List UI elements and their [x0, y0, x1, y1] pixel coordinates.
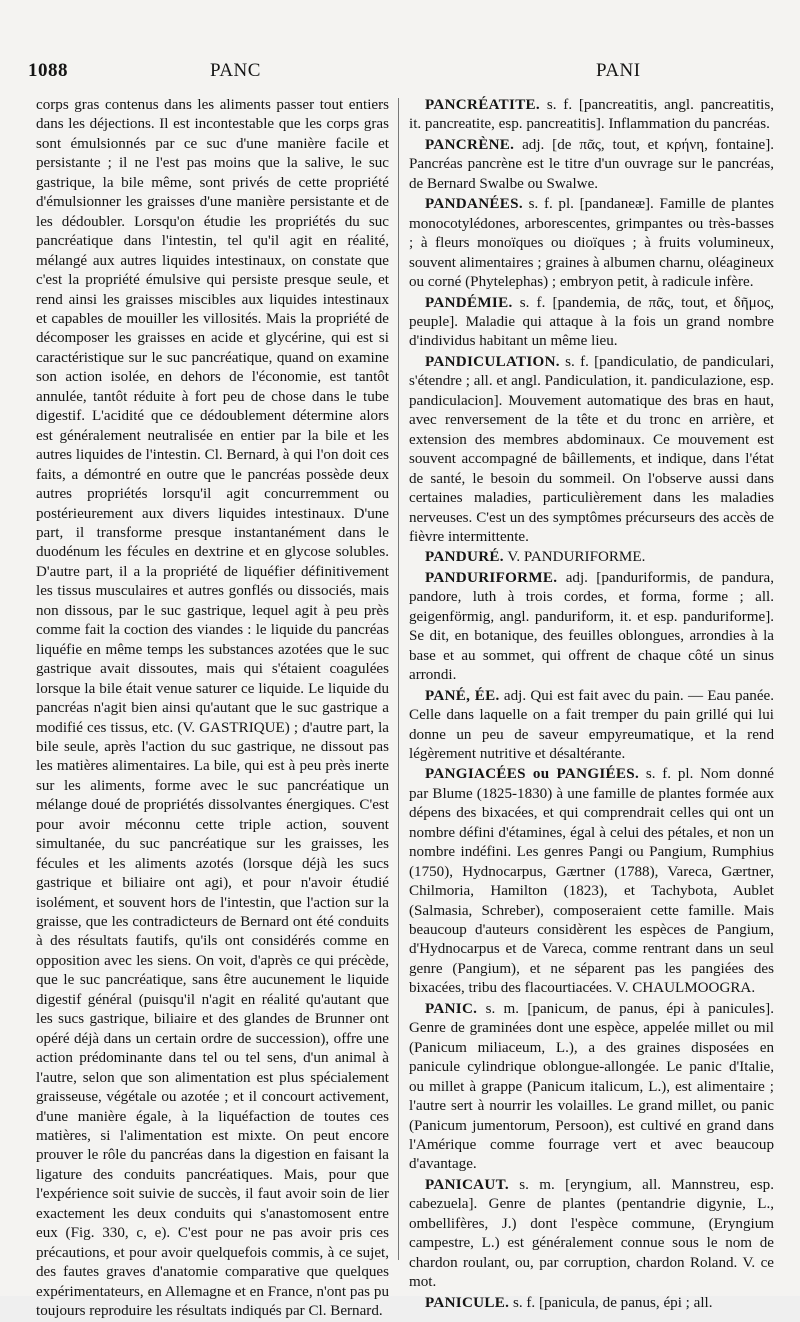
- left-running-head: PANC: [210, 60, 261, 81]
- entry-text: adj. Qui est fait avec du pain. — Eau panée. Celle dans laquelle on a fait tremper du pain grillé qui lui donne un peu de saveur empyreumatique, et la rend légèrement nutritive et désaltérante.: [409, 687, 775, 762]
- entry-text: s. m. [panicum, de panus, épi à panicules]. Genre de graminées dont une espèce, appelée millet ou mil (Panicum miliaceum, L.), a des graines disposées en panicule cylindrique oblongue-allongée. Le panic d'Italie, ou millet à grappe (Panicum italicum, L.), est alimentaire ; l'autre sert à nourrir les volailles. Le grand millet, ou panic (Panicum jumentorum, Persoon), est cultivé en grand dans l'Amérique comme fourrage vert et avec beaucoup d'avantage.: [409, 1000, 774, 1173]
- entry-panic: [409, 1000, 774, 1175]
- entry-pandiculation: [409, 353, 774, 548]
- entry-text: s. f. [pandiculatio, de pandiculari, s'étendre ; all. et angl. Pandiculation, it. pandiculazione, esp. pandiculacion]. Mouvement automatique des bras en haut, avec renversement de la tête et du tronc en arrière, et extension des membres abdominaux. Ce mouvement est souvent accompagné de bâillements, et indique, dans l'état de santé, le besoin du sommeil. On l'observe aussi dans certaines maladies, particulièrement dans les maladies nerveuses. C'est un des symptômes précurseurs des accès de fièvre intermittente.: [409, 353, 775, 545]
- entry-headword: PANCRÈNE.: [425, 136, 515, 153]
- entry-headword: PANDURÉ.: [425, 549, 504, 566]
- right-column: [409, 96, 775, 1311]
- entry-text: s. m. [eryngium, all. Mannstreu, esp. cabezuela]. Genre de plantes (pentandrie digynie, L., ombellifères, J.) dont l'espèce commune, (Eryngium campestre, L.) est généralement connue sous le nom de chardon roulant, ou, par corruption, chardon Roland. V. ce mot.: [409, 1176, 774, 1291]
- entry-pandemie: [409, 294, 774, 352]
- entry-pandure: [409, 548, 774, 567]
- left-column: [36, 96, 389, 1320]
- entry-pancrene: [409, 136, 774, 194]
- entry-pandanees: [409, 195, 774, 292]
- entry-panicaut: [409, 1176, 774, 1293]
- entry-text: adj. [panduriformis, de pandura, pandore, luth à trois cordes, et forma, forme ; all. geigenförmig, angl. panduriform, it. et esp. panduriforme]. Se dit, en botanique, des feuilles oblongues, arrondies à la base et au sommet, qui offrent de chaque côté un sinus arrondi.: [409, 569, 774, 684]
- entry-text: s. f. [pandemia, de πᾶς, tout, et δῆμος, peuple]. Maladie qui attaque à la fois un grand nombre d'individus habitant un même lieu.: [409, 294, 774, 350]
- entry-headword: PANICULE.: [425, 1294, 510, 1311]
- entry-panduriforme: [409, 569, 774, 686]
- entry-headword: PANDANÉES.: [425, 196, 523, 213]
- entry-headword: PANDÉMIE.: [425, 294, 513, 311]
- entry-headword: PANÉ, ÉE.: [425, 687, 500, 704]
- entry-pangiacees: [409, 765, 774, 998]
- left-column-text: corps gras contenus dans les aliments passer tout entiers dans les déjections. Il est incontestable que les corps gras sont émulsionnés par ce suc d'une manière facile et persistante ; il ne l'est pas moins que la salive, le suc gastrique, la bile même, sont privés de cette propriété d'émulsionner les graisses d'une manière persistante et de les dédoubler. Lorsqu'on étudie les propriétés du suc pancréatique dans l'intestin, tel qu'il agit en réalité, mélangé aux autres liquides intestinaux, on constate que c'est la propriété émulsive qui persiste presque seule, et rend ainsi les graisses miscibles aux liquides intestinaux et capables de mouiller les villosités. Mais la propriété de décomposer les graisses en acide et glycérine, qui est si caractéristique sur le suc pancréatique, quand on examine son action isolée, en dehors de l'économie, est tantôt annulée, tantôt réduite à fort peu de chose dans le tube digestif. L'acidité que ce dédoublement détermine alors est généralement neutralisée en entier par la bile et les autres liquides de l'intestin. Cl. Bernard, à qui l'on doit ces faits, a démontré en outre que le pancréas possède deux autres propriétés lorsqu'il agit concurremment ou postérieurement aux divers liquides intestinaux. D'une part, il transforme presque instantanément dans le duodénum les fécules en dextrine et en glycose solubles. D'autre part, il a la propriété de liquéfier définitivement les tissus musculaires et autres gonflés ou dissociés, mais non dissous, par le suc gastrique, lequel agit à peu près comme fait la coction des viandes : le liquide du pancréas liquéfie en même temps les substances azotées que le suc gastrique avait dissoutes, mais qui s'étaient coagulées lorsque la bile était venue saturer ce liquide. Le liquide du pancréas n'agit bien ainsi qu'autant que le suc gastrique a modifié ces tissus, etc. (V. GASTRIQUE) ; d'autre part, la bile seule, après l'action du suc gastrique, ne dissout pas les matières alimentaires. La bile, qui est à peu près inerte sur les aliments, forme avec le suc pancréatique un mélange doué de propriétés dissolvantes énergiques. C'est pour avoir méconnu cette triple action, souvent simultanée, du suc pancréatique sur les graisses, les fécules et les aliments azotés (lorsque déjà les sucs gastrique et biliaire ont agi), et pour n'avoir étudié isolément, et souvent hors de l'intestin, que l'action sur la graisse, que les contradicteurs de Bernard ont été conduits à des résultats fautifs, qu'ils ont considérés comme en opposition avec les siens. On voit, d'après ce qui précède, que le suc pancréatique, sans être aucunement le liquide digestif général (puisqu'il n'agit en réalité qu'autant que les sucs gastrique, biliaire et des glandes de Brunner ont opéré déjà dans un certain ordre de succession), offre une action prédominante dans tel ou tel sens, d'un animal à l'autre, selon que son alimentation est plus spécialement graisseuse, végétale ou azotée ; et il concourt activement, d'une manière égale, à la liquéfaction de toutes ces matières, si l'alimentation est mixte. On peut encore prouver le rôle du pancréas dans la digestion en faisant la ligature des conduits pancréatiques. Mais, pour que l'expérience soit suivie de succès, il faut avoir soin de lier exactement les deux conduits qui s'anastomosent entre eux (Fig. 330, c, e). C'est pour ne pas avoir pris ces précautions, et pour avoir quelquefois commis, à ce sujet, des fautes graves d'anatomie comparative que quelques expérimentateurs, en Allemagne et en France, n'ont pas pu toujours reproduire les résultats indiqués par Cl. Bernard.: [36, 97, 389, 1320]
- entry-headword: PANDICULATION.: [425, 353, 560, 370]
- right-running-head: PANI: [596, 60, 641, 81]
- entry-headword: PANDURIFORME.: [425, 569, 558, 586]
- entry-text: adj. [de πᾶς, tout, et κρήνη, fontaine]. Pancréas pancrène est le titre d'un ouvrage sur le pancréas, de Bernard Swalbe ou Swalwe.: [409, 136, 774, 192]
- entry-text: s. f. pl. [pandaneæ]. Famille de plantes monocotylédones, arborescentes, grimpantes ou très-basses ; à fleurs monoïques ou dioïques ; à fruits volumineux, souvent alimentaires ; graines à albumen charnu, oléagineux ou corné (Phytelephas) ; embryon petit, à radicule infère.: [409, 196, 774, 291]
- entry-text: s. f. pl. Nom donné par Blume (1825-1830) à une famille de plantes formée aux dépens des bixacées, et qui comprendrait celles qui ont un nombre défini d'étamines, égal à celui des pétales, et non un nombre indéfini. Les genres Pangi ou Pangium, Rumphius (1750), Hydnocarpus, Gærtner (1788), Vareca, Gærtner, Chilmoria, Hamilton (1823), et Tachybota, Aublet (Salmasia, Schreber), composeraient cette famille. Mais beaucoup d'auteurs considèrent les espèces de Pangium, d'Hydnocarpus et de Vareca, comme rentrant dans un seul genre (Pangium), et ne séparent pas les pangiées des bixacées, tribu des flacourtiacées. V. CHAULMOOGRA.: [409, 766, 774, 997]
- page-number: 1088: [28, 60, 68, 81]
- entry-headword: PANIC.: [425, 1000, 478, 1017]
- entry-pane: [409, 687, 774, 765]
- entry-pancreatite: [409, 96, 774, 135]
- entry-headword: PANCRÉATITE.: [425, 97, 540, 113]
- entry-panicule: [409, 1294, 774, 1313]
- entry-text: s. f. [panicula, de panus, épi ; all.: [512, 1294, 713, 1311]
- running-header: [28, 60, 790, 86]
- entry-headword: PANICAUT.: [425, 1176, 509, 1193]
- entry-text: s. f. [pancreatitis, angl. pancreatitis, it. pancreatite, esp. pancreatitis]. Inflammation du pancréas.: [409, 97, 774, 133]
- column-divider: [398, 98, 399, 1260]
- entry-text: V. PANDURIFORME.: [507, 549, 646, 566]
- entry-headword: PANGIACÉES ou PANGIÉES.: [425, 766, 640, 783]
